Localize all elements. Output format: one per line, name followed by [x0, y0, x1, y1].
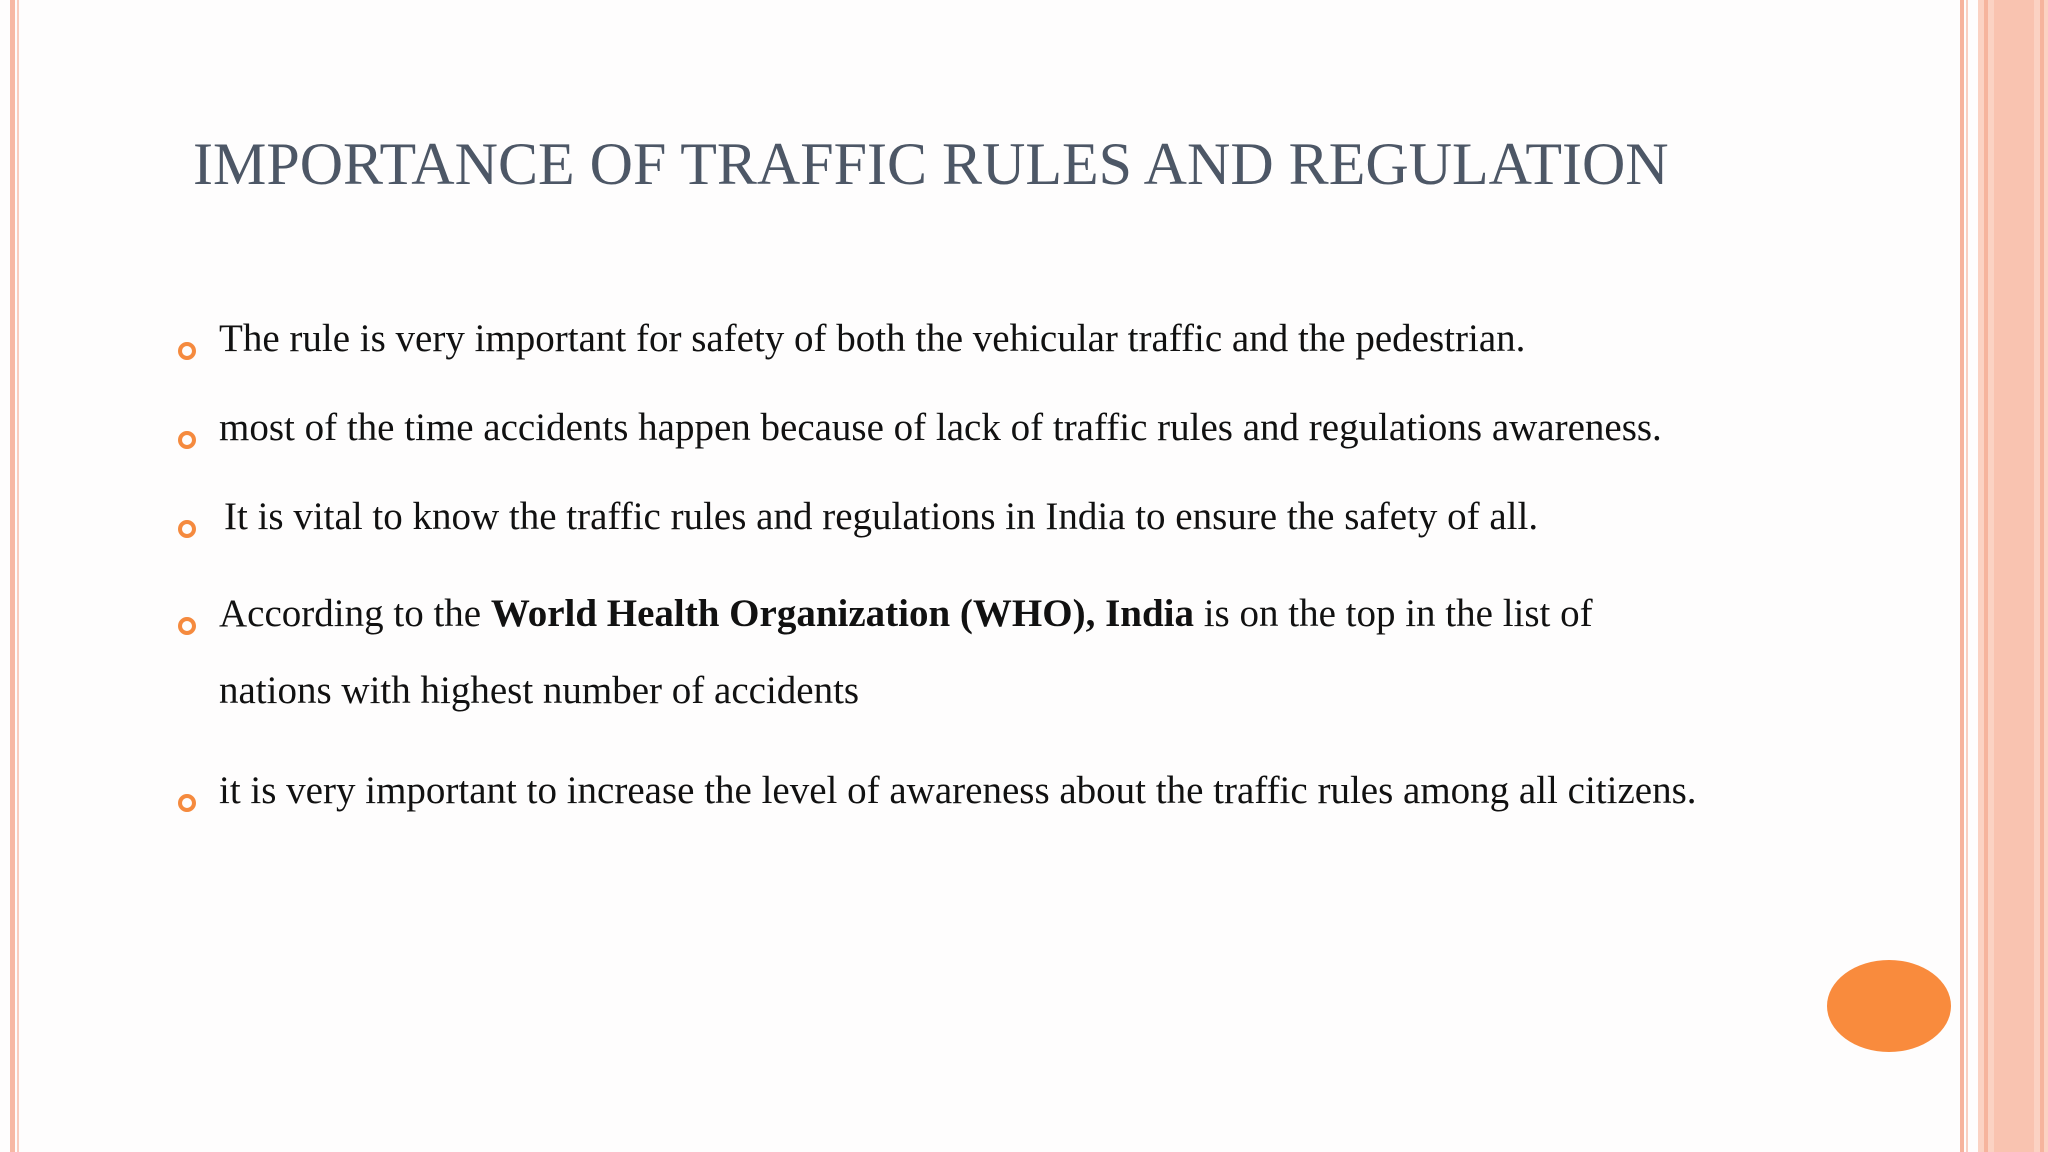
- slide-title: IMPORTANCE OF TRAFFIC RULES AND REGULATION: [193, 131, 1669, 197]
- right-border-stripe: [1960, 0, 1964, 1152]
- ring-bullet-icon: [178, 617, 196, 635]
- right-band-fill: [1994, 0, 2034, 1152]
- bullet-text: [219, 575, 1919, 729]
- bullet-text-prefix: According to the: [219, 592, 491, 635]
- bullet-text: it is very important to increase the level of awareness about the traffic rules among all citizens.: [219, 769, 1697, 812]
- orange-ellipse-decoration: [1827, 960, 1951, 1052]
- ring-bullet-icon: [178, 342, 196, 360]
- bullet-text: It is vital to know the traffic rules and regulations in India to ensure the safety of all.: [224, 495, 1539, 538]
- bullet-text-bold: World Health Organization (WHO), India: [490, 592, 1194, 635]
- bullet-text: most of the time accidents happen because of lack of traffic rules and regulations awareness.: [219, 406, 1662, 449]
- right-border-stripe-thin: [1966, 0, 1968, 1152]
- bullet-text-line2: nations with highest number of accidents: [219, 669, 860, 712]
- left-border-stripe: [10, 0, 15, 1152]
- right-band-line: [1984, 0, 1988, 1152]
- left-border-stripe-thin: [17, 0, 19, 1152]
- bullet-text: The rule is very important for safety of both the vehicular traffic and the pedestrian.: [219, 317, 1526, 360]
- bullet-text-suffix: is on the top in the list of: [1193, 592, 1593, 635]
- ring-bullet-icon: [178, 794, 196, 812]
- ring-bullet-icon: [178, 520, 196, 538]
- ring-bullet-icon: [178, 431, 196, 449]
- right-band-line-outer: [2040, 0, 2044, 1152]
